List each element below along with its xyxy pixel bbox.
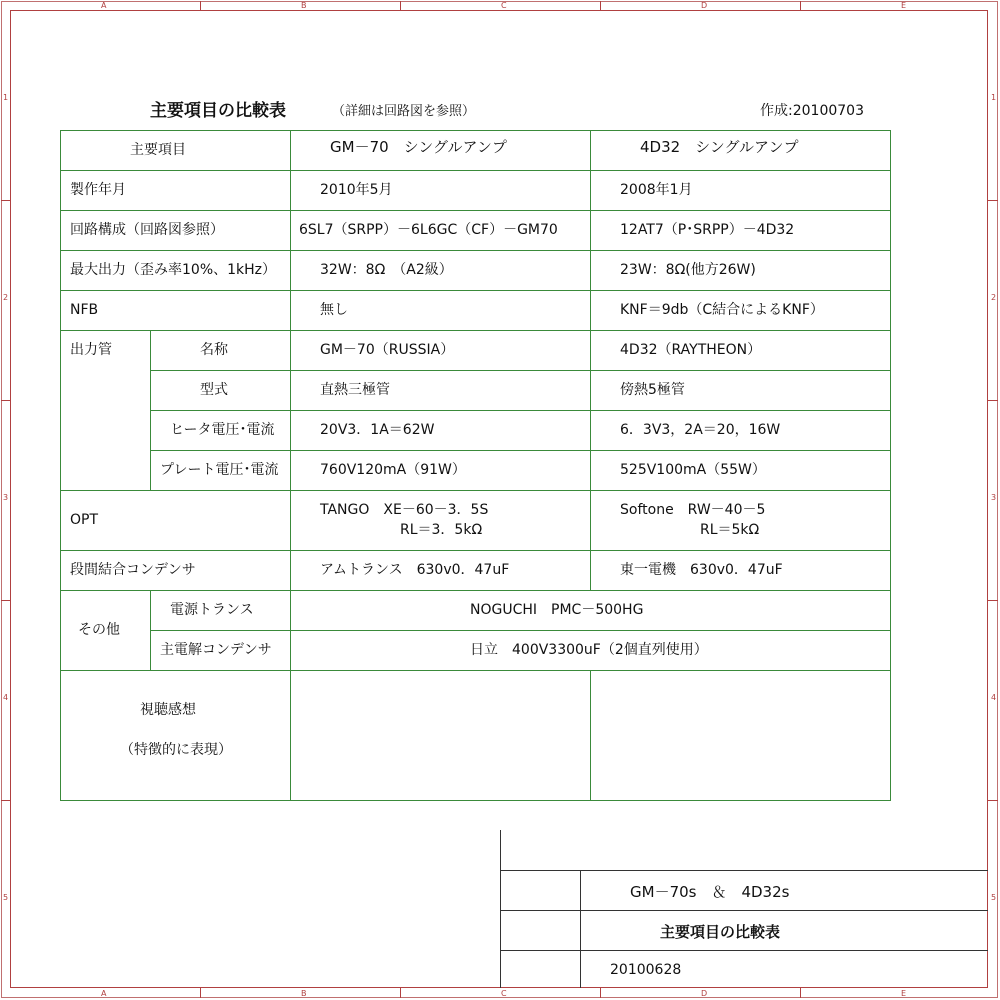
- cell-coupling-4d32: 東一電機 630v0．47uF: [620, 562, 783, 578]
- row-label-impression-note: （特徴的に表現）: [120, 742, 232, 758]
- row-label-tube-name: 名称: [200, 342, 228, 358]
- title-block-line: [580, 870, 581, 988]
- cell-production-gm70: 2010年5月: [320, 182, 393, 198]
- row-label-coupling: 段間結合コンデンサ: [70, 562, 196, 578]
- zone-col-b-top: B: [301, 1, 307, 10]
- created-date: 作成:20100703: [760, 103, 864, 119]
- grid-line: [150, 630, 891, 631]
- grid-line: [60, 490, 891, 491]
- zone-col-e-bottom: E: [901, 989, 907, 998]
- zone-row-1-left: 1: [3, 93, 9, 102]
- cell-opt-gm70-line2: RL＝3．5kΩ: [400, 522, 483, 538]
- row-group-output-tube: 出力管: [70, 342, 112, 358]
- row-label-circuit: 回路構成（回路図参照）: [70, 222, 224, 238]
- zone-tick: [1, 200, 10, 201]
- zone-row-2-left: 2: [3, 293, 9, 302]
- zone-tick: [400, 1, 401, 10]
- zone-tick: [200, 988, 201, 998]
- grid-line: [290, 670, 291, 801]
- grid-line: [60, 170, 891, 171]
- cell-power-transformer: NOGUCHI PMC－500HG: [470, 602, 644, 618]
- cell-tube-name-gm70: GM－70（RUSSIA）: [320, 342, 455, 358]
- grid-line: [150, 410, 891, 411]
- grid-line: [60, 250, 891, 251]
- row-label-production: 製作年月: [70, 182, 126, 198]
- zone-tick: [988, 600, 998, 601]
- zone-row-4-left: 4: [3, 693, 9, 702]
- zone-tick: [1, 800, 10, 801]
- zone-tick: [988, 800, 998, 801]
- row-label-heater: ヒータ電圧･電流: [170, 422, 275, 438]
- grid-line: [60, 550, 891, 551]
- row-label-plate: プレート電圧･電流: [160, 462, 279, 478]
- cell-heater-gm70: 20V3．1A＝62W: [320, 422, 435, 438]
- title-block-line: [500, 910, 988, 911]
- grid-line: [590, 130, 591, 591]
- zone-col-a-top: A: [101, 1, 107, 10]
- zone-tick: [400, 988, 401, 998]
- cell-opt-gm70-line1: TANGO XE－60－3．5S: [320, 502, 489, 518]
- zone-tick: [200, 1, 201, 10]
- grid-line: [290, 130, 291, 591]
- zone-row-1-right: 1: [991, 93, 997, 102]
- grid-line: [890, 130, 891, 801]
- zone-tick: [600, 1, 601, 10]
- cell-max-output-gm70: 32W：8Ω （A2級）: [320, 262, 453, 278]
- cell-coupling-gm70: アムトランス 630v0．47uF: [320, 562, 510, 578]
- zone-col-d-bottom: D: [701, 989, 708, 998]
- grid-line: [60, 130, 61, 801]
- title-block-date: 20100628: [610, 962, 682, 978]
- cell-max-output-4d32: 23W：8Ω(他方26W): [620, 262, 756, 278]
- row-label-impression: 視聴感想: [140, 702, 196, 718]
- zone-row-4-right: 4: [991, 693, 997, 702]
- cell-opt-4d32-line2: RL＝5kΩ: [700, 522, 760, 538]
- cell-nfb-4d32: KNF＝9db（C結合によるKNF）: [620, 302, 824, 318]
- grid-line: [290, 590, 291, 670]
- row-label-nfb: NFB: [70, 302, 99, 318]
- zone-tick: [600, 988, 601, 998]
- grid-line: [60, 290, 891, 291]
- grid-line: [60, 800, 891, 801]
- cell-circuit-gm70: 6SL7（SRPP）－6L6GC（CF）－GM70: [299, 222, 558, 238]
- row-label-power-transformer: 電源トランス: [170, 602, 254, 618]
- zone-row-5-right: 5: [991, 893, 997, 902]
- grid-line: [60, 330, 891, 331]
- title-block-drawing-title: 主要項目の比較表: [660, 923, 781, 941]
- grid-line: [60, 670, 891, 671]
- document-title: 主要項目の比較表: [150, 101, 286, 121]
- grid-line: [60, 590, 891, 591]
- cell-main-capacitor: 日立 400V3300uF（2個直列使用）: [470, 642, 708, 658]
- zone-row-3-right: 3: [991, 493, 997, 502]
- zone-row-2-right: 2: [991, 293, 997, 302]
- header-gm70: GM－70 シングルアンプ: [330, 138, 507, 156]
- zone-tick: [800, 1, 801, 10]
- cell-tube-type-4d32: 傍熱5極管: [620, 382, 685, 398]
- title-block-line: [500, 870, 988, 871]
- zone-row-5-left: 5: [3, 893, 9, 902]
- cell-circuit-4d32: 12AT7（P･SRPP）－4D32: [620, 222, 795, 238]
- zone-col-c-top: C: [501, 1, 507, 10]
- row-label-tube-type: 型式: [200, 382, 228, 398]
- cell-production-4d32: 2008年1月: [620, 182, 693, 198]
- grid-line: [150, 370, 891, 371]
- zone-col-a-bottom: A: [101, 989, 107, 998]
- title-block-project: GM－70s ＆ 4D32s: [630, 883, 790, 901]
- grid-line: [150, 330, 151, 491]
- header-4d32: 4D32 シングルアンプ: [640, 138, 799, 156]
- title-block-line: [500, 950, 988, 951]
- cell-heater-4d32: 6．3V3，2A＝20，16W: [620, 422, 781, 438]
- cell-plate-gm70: 760V120mA（91W）: [320, 462, 466, 478]
- header-item: 主要項目: [130, 142, 186, 158]
- grid-line: [60, 210, 891, 211]
- zone-col-d-top: D: [701, 1, 708, 10]
- document-title-note: （詳細は回路図を参照）: [332, 104, 476, 119]
- grid-line: [150, 590, 151, 671]
- cell-opt-4d32-line1: Softone RW－40－5: [620, 502, 766, 518]
- cell-nfb-gm70: 無し: [320, 302, 348, 318]
- grid-line: [60, 130, 891, 131]
- row-label-main-capacitor: 主電解コンデンサ: [160, 642, 272, 658]
- zone-tick: [1, 400, 10, 401]
- zone-tick: [1, 600, 10, 601]
- row-label-opt: OPT: [70, 512, 99, 528]
- zone-row-3-left: 3: [3, 493, 9, 502]
- zone-tick: [800, 988, 801, 998]
- zone-col-e-top: E: [901, 1, 907, 10]
- cell-tube-name-4d32: 4D32（RAYTHEON）: [620, 342, 762, 358]
- cell-tube-type-gm70: 直熱三極管: [320, 382, 390, 398]
- grid-line: [150, 450, 891, 451]
- zone-tick: [988, 400, 998, 401]
- title-block-line: [500, 830, 501, 988]
- zone-tick: [988, 200, 998, 201]
- zone-col-c-bottom: C: [501, 989, 507, 998]
- row-label-max-output: 最大出力（歪み率10%、1kHz）: [70, 262, 277, 278]
- zone-col-b-bottom: B: [301, 989, 307, 998]
- cell-plate-4d32: 525V100mA（55W）: [620, 462, 766, 478]
- row-group-other: その他: [78, 622, 120, 638]
- grid-line: [590, 670, 591, 801]
